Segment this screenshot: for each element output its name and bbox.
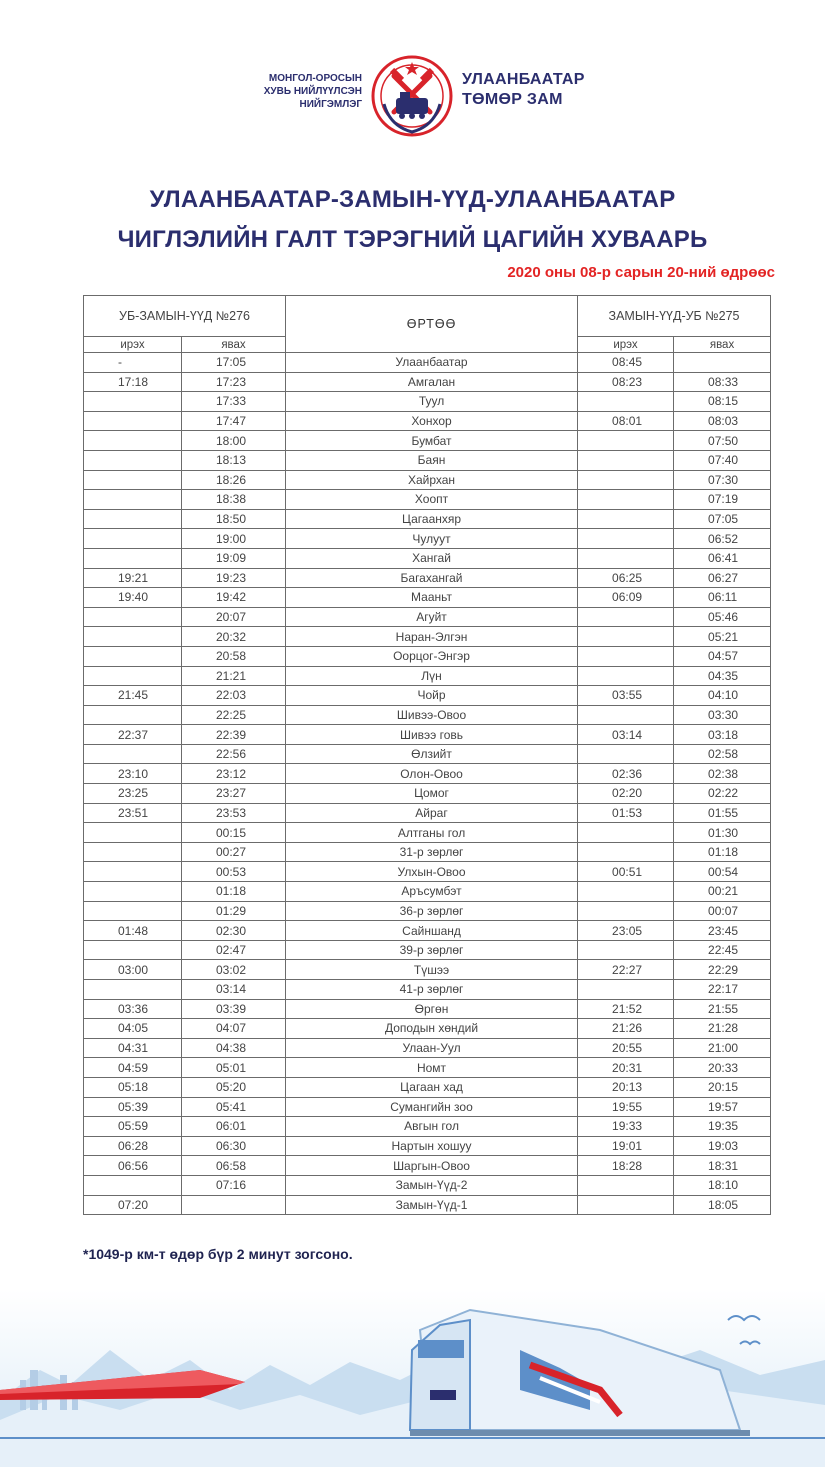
arrive-275-cell: 21:52 [578,999,674,1019]
depart-275-cell: 06:27 [674,568,771,588]
arrive-276-cell: 21:45 [84,686,182,706]
station-cell: Улхын-Овоо [286,862,578,882]
depart-275-cell: 03:30 [674,705,771,725]
depart-275-cell: 00:54 [674,862,771,882]
depart-275-cell: 01:18 [674,842,771,862]
arrive-276-cell [84,705,182,725]
station-cell: Олон-Овоо [286,764,578,784]
arrive-275-cell [578,392,674,412]
brand-line: УЛААНБААТАР [462,71,585,88]
arrive-275-cell: 08:01 [578,411,674,431]
direction-header-row [84,296,771,337]
depart-275-cell: 01:55 [674,803,771,823]
station-cell: Багахангай [286,568,578,588]
table-row [84,1175,771,1195]
depart-275-cell: 06:41 [674,548,771,568]
arrive-276-cell: 04:31 [84,1038,182,1058]
direction-275-header: ЗАМЫН-ҮҮД-УБ №275 [578,296,771,337]
station-cell: Хонхор [286,411,578,431]
table-row [84,784,771,804]
station-cell: Замын-Үүд-1 [286,1195,578,1215]
direction-276-header: УБ-ЗАМЫН-ҮҮД №276 [84,296,286,337]
depart-275-cell: 05:46 [674,607,771,627]
station-cell: Хангай [286,548,578,568]
arrive-276-cell: 19:40 [84,588,182,608]
table-row [84,1058,771,1078]
depart-276-cell: 19:23 [182,568,286,588]
depart-275-cell: 21:00 [674,1038,771,1058]
table-row [84,490,771,510]
arrive-275-cell: 20:55 [578,1038,674,1058]
table-row [84,842,771,862]
station-cell: Бумбат [286,431,578,451]
depart-276-cell: 22:03 [182,686,286,706]
arrive-276-cell [84,607,182,627]
arrive-275-cell [578,744,674,764]
depart-276-cell: 03:02 [182,960,286,980]
depart-276-cell: 04:07 [182,1019,286,1039]
depart-275-cell: 20:15 [674,1077,771,1097]
table-row [84,980,771,1000]
depart-275-cell: 18:10 [674,1175,771,1195]
depart-276-cell: 03:14 [182,980,286,1000]
depart-275-cell: 07:50 [674,431,771,451]
station-cell: Өргөн [286,999,578,1019]
arrive-275-cell [578,823,674,843]
arrive-header: ирэх [578,337,674,353]
depart-header: явах [182,337,286,353]
depart-275-cell: 08:15 [674,392,771,412]
station-cell: Сумангийн зоо [286,1097,578,1117]
station-cell: Нартын хошуу [286,1136,578,1156]
depart-275-cell: 04:10 [674,686,771,706]
arrive-275-cell: 18:28 [578,1156,674,1176]
table-row [84,803,771,823]
depart-275-cell: 04:35 [674,666,771,686]
depart-276-cell: 21:21 [182,666,286,686]
depart-276-cell: 19:00 [182,529,286,549]
table-row [84,666,771,686]
table-row [84,686,771,706]
station-cell: 31-р зөрлөг [286,842,578,862]
arrive-275-cell: 21:26 [578,1019,674,1039]
depart-276-cell: 02:30 [182,921,286,941]
arrive-276-cell: 06:28 [84,1136,182,1156]
table-row [84,548,771,568]
depart-276-cell: 04:38 [182,1038,286,1058]
table-row [84,372,771,392]
train-illustration [0,1290,825,1467]
arrive-276-cell [84,509,182,529]
table-row [84,862,771,882]
arrive-275-cell [578,705,674,725]
arrive-275-cell [578,901,674,921]
depart-276-cell: 22:56 [182,744,286,764]
arrive-275-cell [578,980,674,1000]
arrive-276-cell: 23:25 [84,784,182,804]
table-row [84,607,771,627]
depart-275-cell: 07:30 [674,470,771,490]
arrive-276-cell [84,450,182,470]
depart-276-cell: 22:25 [182,705,286,725]
depart-276-cell: 06:30 [182,1136,286,1156]
table-row [84,705,771,725]
arrive-275-cell [578,431,674,451]
arrive-275-cell: 02:20 [578,784,674,804]
station-cell: Лүн [286,666,578,686]
arrive-276-cell [84,940,182,960]
table-row [84,1038,771,1058]
arrive-275-cell [578,490,674,510]
depart-276-cell: 01:18 [182,882,286,902]
arrive-276-cell: 22:37 [84,725,182,745]
station-cell: Авгын гол [286,1117,578,1137]
depart-275-cell: 19:03 [674,1136,771,1156]
table-row [84,1156,771,1176]
arrive-275-cell [578,509,674,529]
arrive-276-cell: - [84,353,182,373]
arrive-276-cell [84,901,182,921]
depart-276-cell: 05:41 [182,1097,286,1117]
depart-275-cell: 22:45 [674,940,771,960]
arrive-276-cell: 17:18 [84,372,182,392]
station-header: ӨРТӨӨ [286,296,578,353]
station-cell: 39-р зөрлөг [286,940,578,960]
depart-header: явах [674,337,771,353]
station-cell: Өлзийт [286,744,578,764]
depart-276-cell: 06:58 [182,1156,286,1176]
station-cell: Цагаан хад [286,1077,578,1097]
arrive-275-cell [578,842,674,862]
arrive-275-cell [578,627,674,647]
station-cell: Алтганы гол [286,823,578,843]
table-row [84,901,771,921]
station-cell: Наран-Элгэн [286,627,578,647]
arrive-275-cell: 03:14 [578,725,674,745]
depart-276-cell: 05:20 [182,1077,286,1097]
depart-275-cell: 02:38 [674,764,771,784]
depart-276-cell: 07:16 [182,1175,286,1195]
depart-276-cell: 03:39 [182,999,286,1019]
table-row [84,999,771,1019]
depart-275-cell: 21:28 [674,1019,771,1039]
table-row [84,1117,771,1137]
table-row [84,411,771,431]
arrive-275-cell [578,1175,674,1195]
arrive-275-cell: 08:23 [578,372,674,392]
depart-276-cell: 18:13 [182,450,286,470]
arrive-276-cell [84,490,182,510]
arrive-276-cell [84,823,182,843]
arrive-275-cell: 22:27 [578,960,674,980]
station-cell: Чулуут [286,529,578,549]
depart-276-cell: 19:42 [182,588,286,608]
table-row [84,588,771,608]
depart-276-cell: 18:50 [182,509,286,529]
arrive-276-cell [84,392,182,412]
title-line: ЧИГЛЭЛИЙН ГАЛТ ТЭРЭГНИЙ ЦАГИЙН ХУВААРЬ [117,226,708,253]
depart-275-cell: 01:30 [674,823,771,843]
station-cell: Мааньт [286,588,578,608]
depart-275-cell: 19:35 [674,1117,771,1137]
arrive-276-cell [84,529,182,549]
table-row [84,940,771,960]
arrive-275-cell: 03:55 [578,686,674,706]
depart-276-cell: 23:12 [182,764,286,784]
brand-line: ТӨМӨР ЗАМ [462,91,563,108]
header [0,52,825,142]
arrive-275-cell: 01:53 [578,803,674,823]
depart-275-cell: 19:57 [674,1097,771,1117]
arrive-276-cell [84,1175,182,1195]
arrive-275-cell: 06:09 [578,588,674,608]
table-row [84,921,771,941]
association-line: НИЙГЭМЛЭГ [299,99,362,110]
depart-275-cell: 03:18 [674,725,771,745]
depart-276-cell: 18:26 [182,470,286,490]
table-row [84,764,771,784]
table-row [84,882,771,902]
depart-276-cell: 01:29 [182,901,286,921]
table-row [84,744,771,764]
table-row [84,646,771,666]
depart-275-cell: 22:29 [674,960,771,980]
station-cell: Улаанбаатар [286,353,578,373]
arrive-276-cell [84,470,182,490]
title-line: УЛААНБААТАР-ЗАМЫН-ҮҮД-УЛААНБААТАР [149,186,676,213]
arrive-276-cell: 19:21 [84,568,182,588]
depart-276-cell: 17:23 [182,372,286,392]
table-row [84,627,771,647]
arrive-276-cell: 07:20 [84,1195,182,1215]
table-row [84,568,771,588]
station-cell: Цагаанхяр [286,509,578,529]
arrive-276-cell: 03:00 [84,960,182,980]
brand-name [462,70,585,110]
depart-276-cell: 17:47 [182,411,286,431]
arrive-275-cell: 19:55 [578,1097,674,1117]
station-cell: Баян [286,450,578,470]
station-cell: 36-р зөрлөг [286,901,578,921]
table-row [84,450,771,470]
arrive-276-cell: 03:36 [84,999,182,1019]
depart-275-cell: 18:05 [674,1195,771,1215]
arrive-275-cell [578,646,674,666]
arrive-276-cell [84,627,182,647]
arrive-275-cell [578,882,674,902]
depart-275-cell: 20:33 [674,1058,771,1078]
table-row [84,1097,771,1117]
station-cell: Амгалан [286,372,578,392]
arrive-276-cell [84,862,182,882]
station-cell: Шивээ-Овоо [286,705,578,725]
station-cell: Оорцог-Энгэр [286,646,578,666]
station-cell: Шаргын-Овоо [286,1156,578,1176]
arrive-header: ирэх [84,337,182,353]
table-row [84,509,771,529]
station-cell: Агуйт [286,607,578,627]
table-row [84,960,771,980]
depart-276-cell: 20:07 [182,607,286,627]
depart-275-cell: 00:21 [674,882,771,902]
depart-275-cell: 07:05 [674,509,771,529]
arrive-275-cell: 23:05 [578,921,674,941]
arrive-276-cell [84,431,182,451]
depart-275-cell: 07:40 [674,450,771,470]
table-row [84,431,771,451]
depart-276-cell: 20:58 [182,646,286,666]
depart-275-cell: 07:19 [674,490,771,510]
depart-276-cell: 06:01 [182,1117,286,1137]
station-cell: Сайншанд [286,921,578,941]
depart-275-cell: 08:33 [674,372,771,392]
association-line: ХУВЬ НИЙЛҮҮЛСЭН [263,86,362,97]
arrive-276-cell [84,411,182,431]
depart-275-cell: 22:17 [674,980,771,1000]
arrive-275-cell: 19:33 [578,1117,674,1137]
arrive-275-cell [578,470,674,490]
depart-276-cell: 05:01 [182,1058,286,1078]
arrive-276-cell: 23:51 [84,803,182,823]
station-cell: Айраг [286,803,578,823]
station-cell: 41-р зөрлөг [286,980,578,1000]
station-cell: Доподын хөндий [286,1019,578,1039]
table-row [84,1136,771,1156]
arrive-275-cell: 00:51 [578,862,674,882]
depart-275-cell: 21:55 [674,999,771,1019]
arrive-275-cell: 08:45 [578,353,674,373]
effective-date: 2020 оны 08-р сарын 20-ний өдрөөс [507,264,775,281]
depart-276-cell: 00:15 [182,823,286,843]
arrive-276-cell: 04:05 [84,1019,182,1039]
depart-276-cell: 18:38 [182,490,286,510]
arrive-275-cell: 19:01 [578,1136,674,1156]
railway-emblem-icon [370,54,454,138]
arrive-276-cell [84,666,182,686]
arrive-275-cell: 20:31 [578,1058,674,1078]
depart-276-cell: 23:53 [182,803,286,823]
station-cell: Номт [286,1058,578,1078]
table-row [84,470,771,490]
arrive-276-cell: 04:59 [84,1058,182,1078]
arrive-275-cell [578,607,674,627]
depart-275-cell [674,353,771,373]
depart-275-cell: 06:11 [674,588,771,608]
station-cell: Хоопт [286,490,578,510]
depart-275-cell: 05:21 [674,627,771,647]
depart-276-cell: 00:27 [182,842,286,862]
station-cell: Хайрхан [286,470,578,490]
station-cell: Шивээ говь [286,725,578,745]
station-cell: Түшээ [286,960,578,980]
association-line: МОНГОЛ-ОРОСЫН [268,73,362,84]
arrive-276-cell [84,980,182,1000]
table-row [84,353,771,373]
depart-275-cell: 18:31 [674,1156,771,1176]
arrive-275-cell: 06:25 [578,568,674,588]
station-cell: Замын-Үүд-2 [286,1175,578,1195]
table-row [84,392,771,412]
table-row [84,529,771,549]
station-cell: Аръсумбэт [286,882,578,902]
arrive-276-cell [84,548,182,568]
timetable [83,295,771,1215]
arrive-276-cell [84,882,182,902]
footnote: *1049-р км-т өдөр бүр 2 минут зогсоно. [83,1246,353,1262]
depart-275-cell: 04:57 [674,646,771,666]
arrive-275-cell [578,666,674,686]
depart-276-cell: 23:27 [182,784,286,804]
depart-276-cell: 19:09 [182,548,286,568]
arrive-276-cell: 01:48 [84,921,182,941]
depart-275-cell: 02:22 [674,784,771,804]
table-row [84,823,771,843]
arrive-276-cell: 05:59 [84,1117,182,1137]
station-cell: Цомог [286,784,578,804]
arrive-275-cell [578,450,674,470]
arrive-276-cell [84,842,182,862]
arrive-275-cell [578,548,674,568]
depart-276-cell: 02:47 [182,940,286,960]
association-name [238,72,362,111]
arrive-276-cell: 06:56 [84,1156,182,1176]
depart-275-cell: 02:58 [674,744,771,764]
depart-276-cell: 18:00 [182,431,286,451]
station-cell: Чойр [286,686,578,706]
depart-276-cell [182,1195,286,1215]
depart-275-cell: 23:45 [674,921,771,941]
arrive-276-cell [84,744,182,764]
depart-275-cell: 08:03 [674,411,771,431]
table-row [84,725,771,745]
arrive-276-cell [84,646,182,666]
arrive-276-cell: 05:39 [84,1097,182,1117]
arrive-276-cell: 05:18 [84,1077,182,1097]
arrive-276-cell: 23:10 [84,764,182,784]
depart-276-cell: 22:39 [182,725,286,745]
table-row [84,1195,771,1215]
table-row [84,1077,771,1097]
arrive-275-cell: 20:13 [578,1077,674,1097]
arrive-275-cell [578,940,674,960]
arrive-275-cell [578,1195,674,1215]
timetable-body [84,353,771,1215]
table-row [84,1019,771,1039]
depart-276-cell: 17:33 [182,392,286,412]
depart-276-cell: 20:32 [182,627,286,647]
depart-275-cell: 06:52 [674,529,771,549]
depart-276-cell: 17:05 [182,353,286,373]
station-cell: Туул [286,392,578,412]
station-cell: Улаан-Уул [286,1038,578,1058]
depart-275-cell: 00:07 [674,901,771,921]
page-title [0,180,825,260]
arrive-275-cell: 02:36 [578,764,674,784]
depart-276-cell: 00:53 [182,862,286,882]
arrive-275-cell [578,529,674,549]
